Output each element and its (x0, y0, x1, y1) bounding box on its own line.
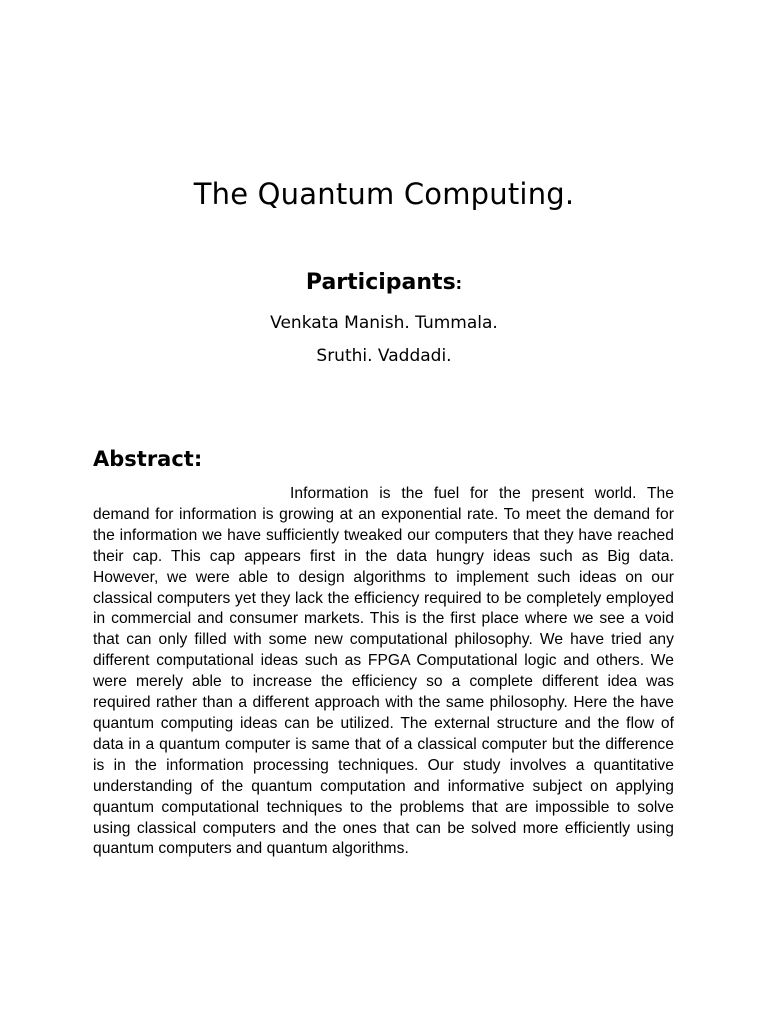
participants-heading-label: Participants (305, 270, 456, 295)
participant-name: Venkata Manish. Tummala. (270, 313, 498, 333)
abstract-body: Information is the fuel for the present world. The demand for information is growing at an exponential rate. To meet the demand for the information we have sufficiently tweaked our computers that they have reached their cap. This cap appears first in the data hungry ideas such as Big data. However, we were able to design algorithms to implement such ideas on our classical computers yet they lack the efficiency required to be completely employed in commercial and consumer markets. This is the first place where we see a void that can only filled with some new computational philosophy. We have tried any different computational ideas such as FPGA Computational logic and others. We were merely able to increase the efficiency so a complete different idea was required rather than a different approach with the same philosophy. Here the have quantum computing ideas can be utilized. The external structure and the flow of data in a quantum computer is same that of a classical computer but the difference is in the information processing techniques. Our study involves a quantitative understanding of the quantum computation and informative subject on applying quantum computational techniques to the problems that are impossible to solve using classical computers and the ones that can be solved more efficiently using quantum computers and quantum algorithms. (93, 485, 674, 858)
document-title: The Quantum Computing. (193, 177, 575, 211)
participant-name: Sruthi. Vaddadi. (316, 346, 452, 366)
participants-heading-colon: : (455, 274, 463, 293)
abstract-heading: Abstract: (93, 447, 203, 471)
participants-heading (0, 270, 768, 295)
